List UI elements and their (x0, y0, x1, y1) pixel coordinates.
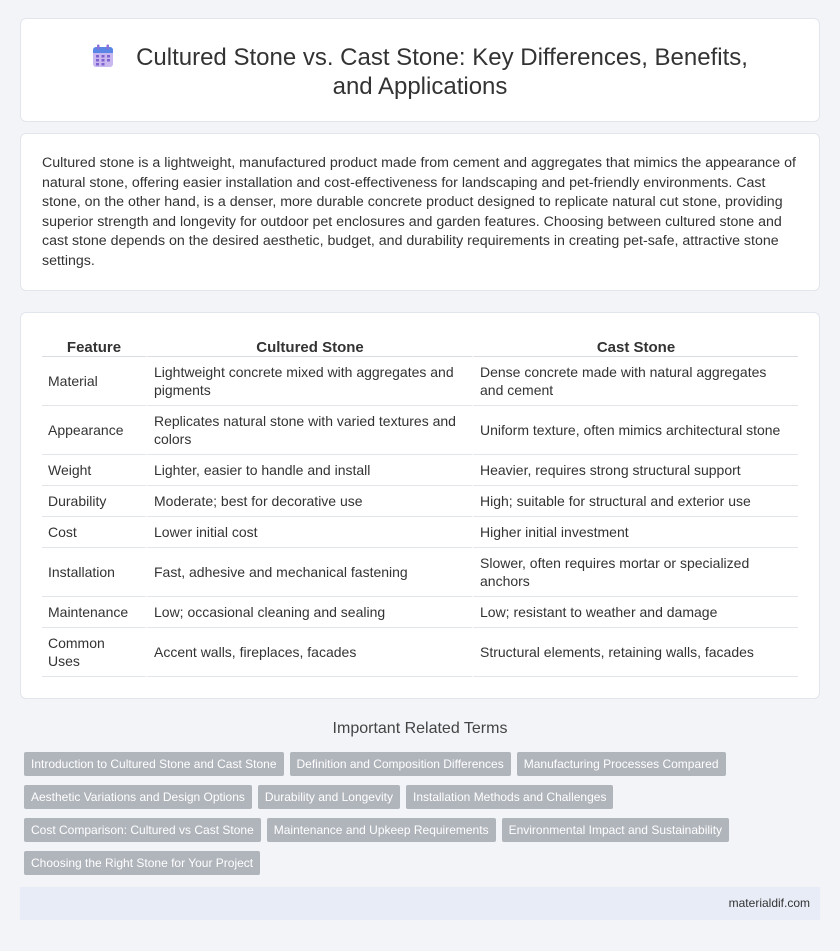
comparison-table (42, 334, 798, 677)
cell-cast: Higher initial investment (472, 517, 798, 548)
related-term-tag[interactable]: Introduction to Cultured Stone and Cast Stone (24, 752, 284, 776)
table-row (42, 597, 798, 628)
intro-paragraph: Cultured stone is a lightweight, manufactured product made from cement and aggregates that mimics the appearance of natural stone, offering easier installation and cost-effectiveness for landscaping and pet-friendly environments. Cast stone, on the other hand, is a denser, more durable concrete product designed to replicate natural cut stone, providing superior strength and longevity for outdoor pet enclosures and garden features. Choosing between cultured stone and cast stone depends on the desired aesthetic, budget, and durability requirements in creating pet-safe, attractive stone settings. (42, 155, 796, 269)
related-term-tag[interactable]: Definition and Composition Differences (290, 752, 511, 776)
table-row (42, 628, 798, 677)
title-card (20, 18, 820, 122)
related-terms-title: Important Related Terms (332, 720, 508, 737)
footer (20, 887, 820, 920)
header-cast-stone: Cast Stone (472, 334, 798, 357)
footer-site-link[interactable]: materialdif.com (728, 896, 810, 910)
cell-feature: Maintenance (42, 597, 146, 628)
table-row (42, 517, 798, 548)
related-term-tag[interactable]: Environmental Impact and Sustainability (502, 818, 729, 842)
cell-feature: Common Uses (42, 628, 146, 677)
cell-feature: Durability (42, 486, 146, 517)
cell-cast: Low; resistant to weather and damage (472, 597, 798, 628)
cell-cultured: Lightweight concrete mixed with aggregates and pigments (146, 357, 472, 406)
table-row (42, 357, 798, 406)
table-row (42, 455, 798, 486)
cell-cultured: Moderate; best for decorative use (146, 486, 472, 517)
table-header-row (42, 334, 798, 357)
related-term-tag[interactable]: Installation Methods and Challenges (406, 785, 613, 809)
related-term-tag[interactable]: Durability and Longevity (258, 785, 400, 809)
cell-cast: Heavier, requires strong structural support (472, 455, 798, 486)
cell-cultured: Low; occasional cleaning and sealing (146, 597, 472, 628)
header-cultured-stone: Cultured Stone (146, 334, 472, 357)
table-row (42, 406, 798, 455)
cell-cast: Uniform texture, often mimics architectural stone (472, 406, 798, 455)
cell-cultured: Fast, adhesive and mechanical fastening (146, 548, 472, 597)
cell-feature: Installation (42, 548, 146, 597)
cell-cultured: Lower initial cost (146, 517, 472, 548)
cell-cast: High; suitable for structural and exterior use (472, 486, 798, 517)
calendar-icon (92, 44, 114, 68)
cell-cultured: Lighter, easier to handle and install (146, 455, 472, 486)
cell-feature: Weight (42, 455, 146, 486)
page-title (21, 43, 819, 101)
related-term-tag[interactable]: Aesthetic Variations and Design Options (24, 785, 252, 809)
cell-cast: Dense concrete made with natural aggregates and cement (472, 357, 798, 406)
related-term-tag[interactable]: Choosing the Right Stone for Your Project (24, 851, 260, 875)
page-title-text: Cultured Stone vs. Cast Stone: Key Differences, Benefits, and Applications (136, 44, 748, 100)
cell-cultured: Replicates natural stone with varied textures and colors (146, 406, 472, 455)
cell-feature: Material (42, 357, 146, 406)
table-row (42, 548, 798, 597)
related-term-tag[interactable]: Cost Comparison: Cultured vs Cast Stone (24, 818, 261, 842)
related-terms-list (24, 752, 804, 884)
table-row (42, 486, 798, 517)
cell-cast: Slower, often requires mortar or specialized anchors (472, 548, 798, 597)
cell-feature: Cost (42, 517, 146, 548)
related-term-tag[interactable]: Manufacturing Processes Compared (517, 752, 726, 776)
intro-card (20, 133, 820, 291)
related-term-tag[interactable]: Maintenance and Upkeep Requirements (267, 818, 496, 842)
cell-cultured: Accent walls, fireplaces, facades (146, 628, 472, 677)
header-feature: Feature (42, 334, 146, 357)
cell-feature: Appearance (42, 406, 146, 455)
cell-cast: Structural elements, retaining walls, facades (472, 628, 798, 677)
comparison-table-card (20, 312, 820, 699)
